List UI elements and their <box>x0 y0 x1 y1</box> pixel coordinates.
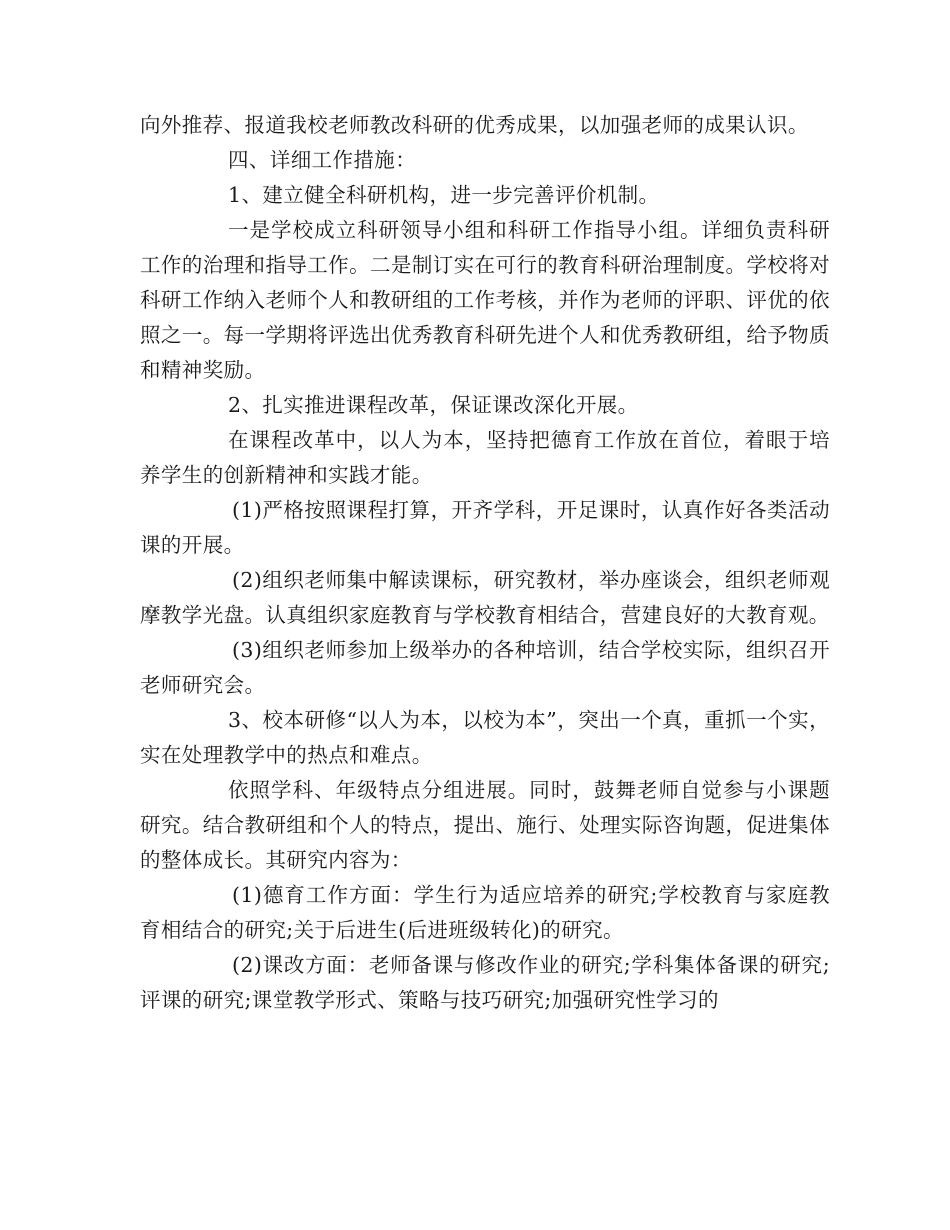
list-item-2: (2)组织老师集中解读课标，研究教材，举办座谈会，组织老师观摩教学光盘。认真组织家庭教育与学校教育相结合，营建良好的大教育观。 <box>140 568 830 627</box>
paragraph-research-org: 一是学校成立科研领导小组和科研工作指导小组。详细负责科研工作的治理和指导工作。二是制订实在可行的教育科研治理制度。学校将对科研工作纳入老师个人和教研组的工作考核，并作为老师的评职、评优的依照之一。每一学期将评选出优秀教育科研先进个人和优秀教研组，给予物质和精神奖励。 <box>140 218 830 382</box>
list-item-1: (1)严格按照课程打算，开齐学科，开足课时，认真作好各类活动课的开展。 <box>140 498 830 557</box>
paragraph-curriculum-reform: 在课程改革中，以人为本，坚持把德育工作放在首位，着眼于培养学生的创新精神和实践才能。 <box>140 428 830 487</box>
document-body <box>140 108 830 1018</box>
research-item-moral: (1)德育工作方面：学生行为适应培养的研究;学校教育与家庭教育相结合的研究;关于后进生(后进班级转化)的研究。 <box>140 883 830 942</box>
subheading-3: 3、校本研修“以人为本，以校为本”，突出一个真，重抓一个实，实在处理教学中的热点和难点。 <box>140 708 830 767</box>
subheading-1: 1、建立健全科研机构，进一步完善评价机制。 <box>228 183 660 207</box>
paragraph-continuation: 向外推荐、报道我校老师教改科研的优秀成果，以加强老师的成果认识。 <box>140 113 809 137</box>
list-item-3: (3)组织老师参加上级举办的各种培训，结合学校实际，组织召开老师研究会。 <box>140 638 830 697</box>
subheading-2: 2、扎实推进课程改革，保证课改深化开展。 <box>228 393 639 417</box>
paragraph-group-research: 依照学科、年级特点分组进展。同时，鼓舞老师自觉参与小课题研究。结合教研组和个人的特点，提出、施行、处理实际咨询题，促进集体的整体成长。其研究内容为： <box>140 778 830 872</box>
section-heading-measures: 四、详细工作措施： <box>228 148 417 172</box>
research-item-reform: (2)课改方面：老师备课与修改作业的研究;学科集体备课的研究;评课的研究;课堂教学形式、策略与技巧研究;加强研究性学习的 <box>140 953 830 1012</box>
